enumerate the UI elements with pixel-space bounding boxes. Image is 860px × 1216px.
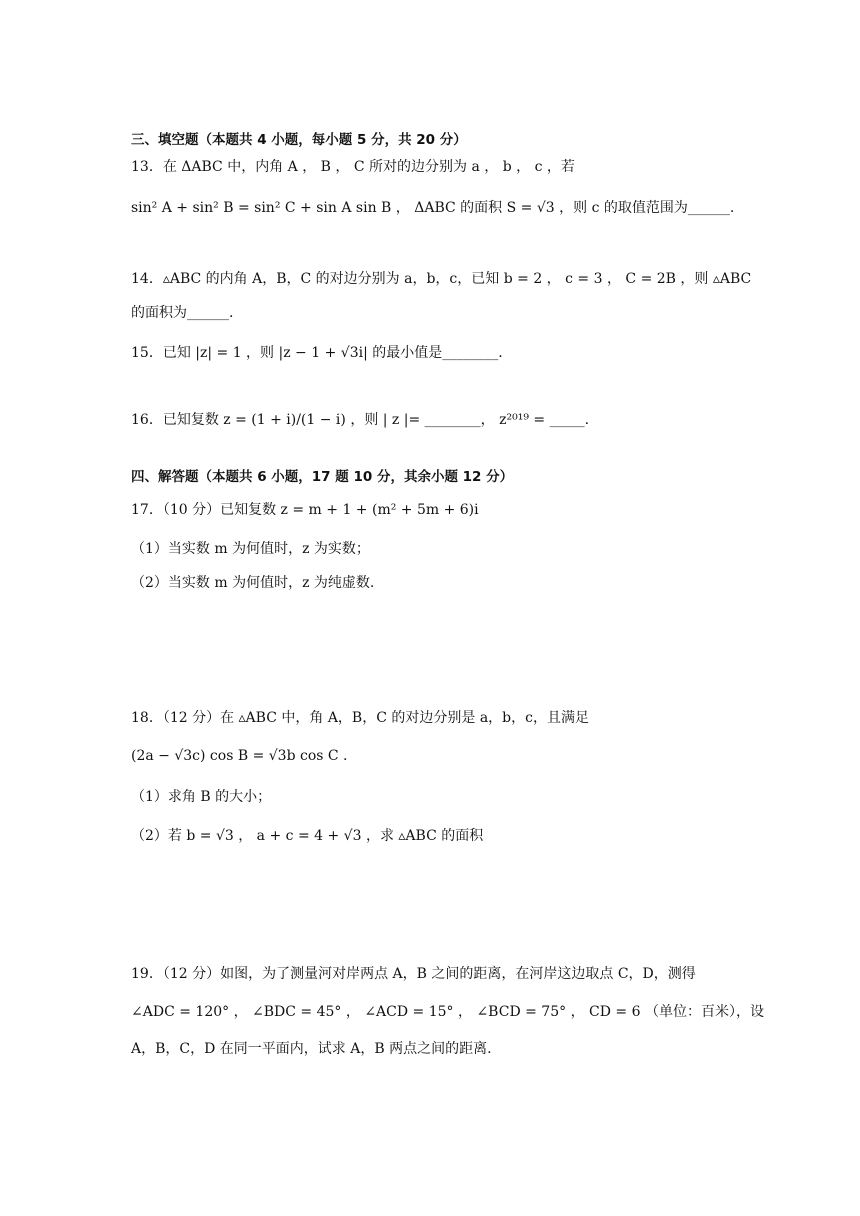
q19-line2: ∠ADC = 120° ， ∠BDC = 45° ， ∠ACD = 15° ， ∠BCD = 75° ， CD = 6 （单位：百米），设 [131,1004,764,1020]
q18-line1: 18．（12 分）在 ▵ABC 中，角 A，B，C 的对边分别是 a，b，c，且满足 [131,710,589,726]
q17-line1: 17．（10 分）已知复数 z = m + 1 + (m² + 5m + 6)i [131,502,479,518]
section4-header: 四、解答题（本题共 6 小题，17 题 10 分，其余小题 12 分） [131,469,514,485]
q18-line2: (2a − √3c) cos B = √3b cos C . [131,748,348,764]
q16-line1: 16．已知复数 z = (1 + i)/(1 − i) ，则 | z |= ________， z²⁰¹⁹ = _____. [131,412,590,428]
q13-line2: sin² A + sin² B = sin² C + sin A sin B ， ΔABC 的面积 S = √3 ，则 c 的取值范围为______. [131,200,735,216]
q18-part2: （2）若 b = √3 ， a + c = 4 + √3 ，求 ▵ABC 的面积 [131,828,484,844]
q13-line1: 13．在 ΔABC 中，内角 A ， B ， C 所对的边分别为 a ， b ， c ，若 [131,159,575,175]
q14-line2: 的面积为______. [131,305,234,321]
q19-line3: A，B，C，D 在同一平面内，试求 A，B 两点之间的距离. [131,1041,492,1057]
section3-header: 三、填空题（本题共 4 小题，每小题 5 分，共 20 分） [131,132,467,148]
q15-line1: 15．已知 |z| = 1 ，则 |z − 1 + √3i| 的最小值是________. [131,345,503,361]
q17-part1: （1）当实数 m 为何值时，z 为实数； [131,541,370,557]
q14-line1: 14．▵ABC 的内角 A，B，C 的对边分别为 a，b，c，已知 b = 2 ， c = 3 ， C = 2B ，则 ▵ABC [131,271,752,287]
q17-part2: （2）当实数 m 为何值时，z 为纯虚数. [131,575,375,591]
q18-part1: （1）求角 B 的大小； [131,789,272,805]
q19-line1: 19．（12 分）如图，为了测量河对岸两点 A，B 之间的距离，在河岸这边取点 C，D，测得 [131,966,696,982]
